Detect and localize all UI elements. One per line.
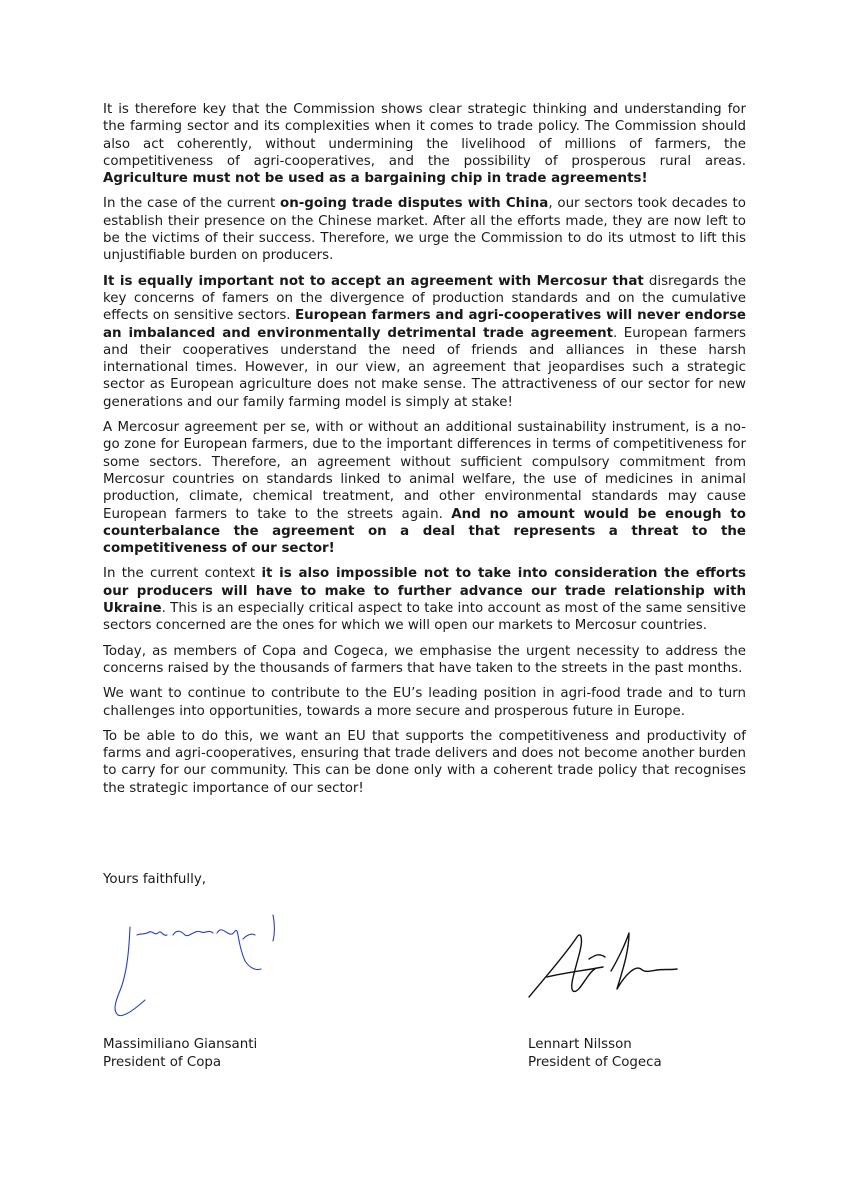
signatory-title: President of Cogeca [528,1055,662,1070]
paragraph-conclusion: To be able to do this, we want an EU that supports the competitiveness and productivity of farms and agri-cooperatives, ensuring that trade delivers and does not become another burden to carry for our community. This can be done only with a coherent trade policy that recognises the strategic importance of our sector! [103,728,746,796]
signatory-copa [103,1036,257,1072]
signature-giansanti [105,905,295,1020]
bold-statement: And no amount would be enough to counterbalance the agreement on a deal that represents a threat to the competitiveness of our sector! [103,506,746,557]
paragraph-contribution: We want to continue to contribute to the EU’s leading position in agri-food trade and to turn challenges into opportunities, towards a more secure and prosperous future in Europe. [103,686,746,719]
letter-body [103,101,746,805]
paragraph-text: It is therefore key that the Commission shows clear strategic thinking and understanding for the farming sector and its complexities when it comes to trade policy. The Commission should also act coherently, without undermining the livelihood of millions of farmers, the competitiveness of agri-cooperatives, and the possibility of prosperous rural areas. [103,102,746,169]
signatory-name: Massimiliano Giansanti [103,1037,258,1052]
paragraph-text: , our sectors took decades to establish their presence on the Chinese market. After all the efforts made, they are now left to be the victims of their success. Therefore, we urge the Commission to do its utmost to lift this unjustifiable burden on producers. [103,196,746,264]
paragraph-copa-cogeca: Today, as members of Copa and Cogeca, we emphasise the urgent necessity to address the concerns raised by the thousands of farmers that have taken to the streets in the past months. [103,643,746,676]
bold-statement: it is also impossible not to take into consideration the efforts our producers will have to make to further advance our trade relationship with Ukraine [103,566,747,617]
signatory-cogeca [528,1036,662,1072]
bold-statement: It is equally important not to accept an agreement with Mercosur that [103,273,644,289]
closing-salutation: Yours faithfully, [103,872,207,887]
paragraph-text: In the current context [103,566,262,582]
paragraph-text: . European farmers and their cooperatives understand the need of friends and alliances in these harsh international times. However, in our view, an agreement that jeopardises such a strategic sector as European agriculture does not make sense. The attractiveness of our sector for new generations and our family farming model is simply at stake! [103,325,746,410]
signatory-name: Lennart Nilsson [528,1037,632,1052]
bold-statement: on-going trade disputes with China [280,196,549,212]
paragraph-text: . This is an especially critical aspect to take into account as most of the same sensitive sectors concerned are the ones for which we will open our markets to Mercosur countries. [103,601,746,634]
paragraph-trade-policy [103,101,746,187]
paragraph-text: A Mercosur agreement per se, with or without an additional sustainability instrument, is a no-go zone for European farmers, due to the important differences in terms of competitiveness for some sectors. Therefore, an agreement without sufficient compulsory commitment from Mercosur countries on standards linked to animal welfare, the use of medicines in animal production, climate, chemical treatment, and other environmental standards may cause European farmers to take to the streets again. [103,420,746,522]
bold-statement: Agriculture must not be used as a bargaining chip in trade agreements! [103,171,648,187]
paragraph-text: In the case of the current [103,196,281,212]
paragraph-mercosur-standards [103,273,746,411]
paragraph-china [103,195,746,264]
paragraph-mercosur-no-go [103,419,746,557]
paragraph-ukraine [103,565,746,634]
signature-nilsson [525,925,680,1010]
bold-statement: European farmers and agri-cooperatives will never endorse an imbalanced and environmentally detrimental trade agreement [103,308,746,341]
paragraph-text: disregards the key concerns of famers on the divergence of production standards and on the cumulative effects on sensitive sectors. [103,273,746,324]
signatory-title: President of Copa [103,1055,222,1070]
